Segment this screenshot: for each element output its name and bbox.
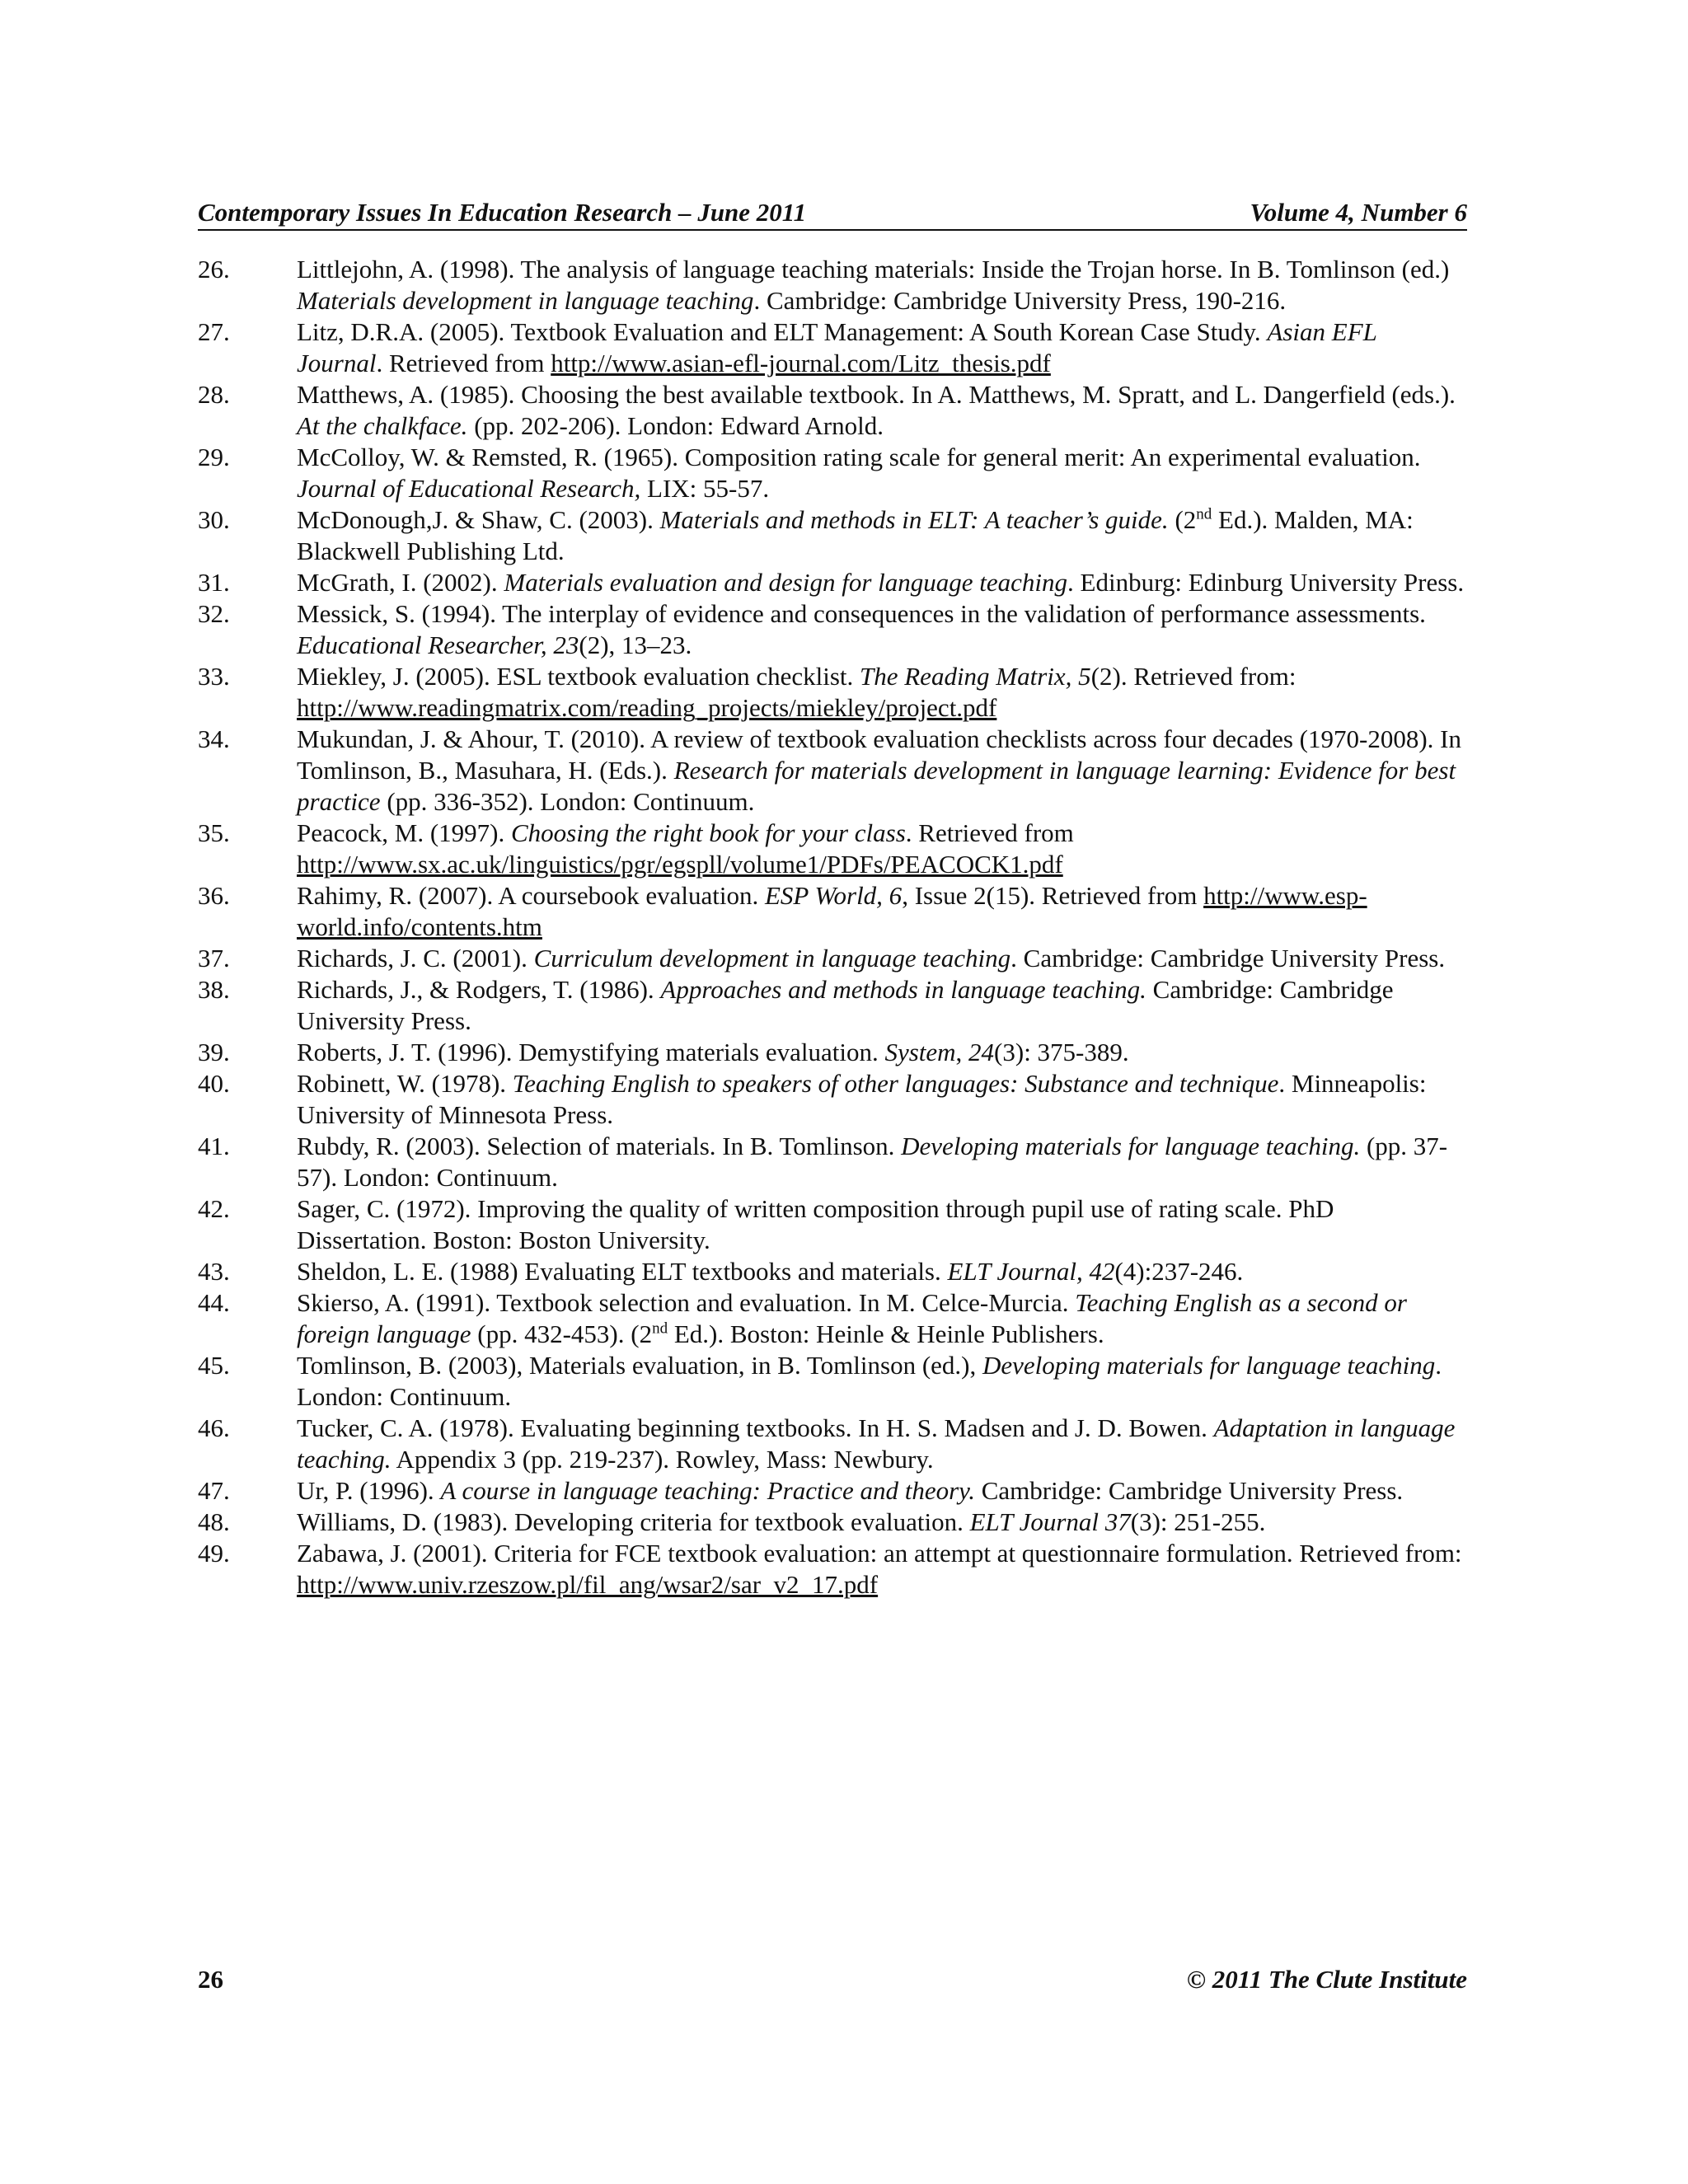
reference-item [198, 1131, 1467, 1193]
reference-item [198, 1350, 1467, 1413]
reference-number: 33. [198, 662, 230, 691]
reference-item [198, 567, 1467, 598]
italic-title: Educational Researcher, 23 [297, 630, 579, 659]
reference-segment: (3): 375-389. [994, 1038, 1129, 1066]
reference-segment: Tucker, C. A. (1978). Evaluating beginning textbooks. In H. S. Madsen and J. D. Bowen. [297, 1413, 1214, 1442]
reference-segment: Ed.). Boston: Heinle & Heinle Publishers. [668, 1319, 1104, 1348]
reference-item [198, 1413, 1467, 1475]
reference-link[interactable]: http://www.sx.ac.uk/linguistics/pgr/egspll/volume1/PDFs/PEACOCK1.pdf [297, 850, 1063, 879]
reference-segment: Richards, J. C. (2001). [297, 944, 534, 972]
reference-segment: McColloy, W. & Remsted, R. (1965). Composition rating scale for general merit: An experimental evaluation. [297, 443, 1421, 471]
reference-number: 35. [198, 818, 230, 847]
reference-segment: (2), 13–23. [579, 630, 692, 659]
reference-segment: Ur, P. (1996). [297, 1476, 441, 1505]
italic-title: At the chalkface. [297, 411, 468, 440]
reference-segment: (pp. 432-453). (2 [471, 1319, 653, 1348]
reference-segment: . Retrieved from [376, 349, 551, 377]
reference-number: 44. [198, 1288, 230, 1317]
italic-title: Journal of Educational Research, [297, 474, 641, 503]
reference-text [297, 661, 1467, 724]
reference-segment: Appendix 3 (pp. 219-237). Rowley, Mass: Newbury. [391, 1445, 934, 1474]
reference-item [198, 1538, 1467, 1601]
reference-segment: Ed.). Malden, MA: Blackwell Publishing Ltd. [297, 505, 1414, 565]
reference-link[interactable]: http://www.readingmatrix.com/reading_projects/miekley/project.pdf [297, 693, 997, 722]
reference-segment: (2). Retrieved from: [1090, 662, 1296, 691]
italic-title: 24 [968, 1038, 995, 1066]
volume-number: Volume 4, Number 6 [1250, 198, 1467, 227]
reference-item [198, 943, 1467, 974]
reference-number: 37. [198, 944, 230, 972]
running-header [198, 196, 1467, 231]
reference-segment: , Issue 2(15). Retrieved from [902, 881, 1204, 910]
reference-item [198, 1037, 1467, 1068]
italic-title: Teaching English as a second or foreign language [297, 1288, 1407, 1348]
reference-segment: Williams, D. (1983). Developing criteria for textbook evaluation. [297, 1507, 970, 1536]
reference-item [198, 504, 1467, 567]
reference-segment: LIX: 55-57. [640, 474, 770, 503]
reference-segment: Roberts, J. T. (1996). Demystifying materials evaluation. [297, 1038, 885, 1066]
reference-number: 49. [198, 1539, 230, 1568]
reference-segment: Miekley, J. (2005). ESL textbook evaluation checklist. [297, 662, 860, 691]
reference-item [198, 1068, 1467, 1131]
reference-text [297, 1475, 1467, 1507]
reference-segment: (2 [1168, 505, 1197, 534]
italic-title: System [884, 1038, 956, 1066]
reference-segment: , [955, 1038, 969, 1066]
reference-list [198, 254, 1467, 1601]
reference-number: 27. [198, 317, 230, 346]
italic-title: Materials evaluation and design for language teaching [504, 568, 1068, 597]
reference-link[interactable]: http://www.esp-world.info/contents.htm [297, 881, 1367, 941]
reference-text [297, 1538, 1467, 1601]
reference-segment: (pp. 37-57). London: Continuum. [297, 1132, 1448, 1192]
reference-text [297, 1413, 1467, 1475]
reference-text [297, 379, 1467, 442]
reference-text [297, 943, 1467, 974]
reference-item [198, 974, 1467, 1037]
italic-title: Developing materials for language teaching. [901, 1132, 1361, 1160]
reference-item [198, 1507, 1467, 1538]
reference-segment: (3): 251-255. [1130, 1507, 1266, 1536]
italic-title: Choosing the right book for your class [511, 818, 906, 847]
italic-title: A course in language teaching: Practice and theory. [440, 1476, 975, 1505]
reference-segment: Skierso, A. (1991). Textbook selection and evaluation. In M. Celce-Murcia. [297, 1288, 1076, 1317]
italic-title: Materials and methods in ELT: A teacher’s guide. [659, 505, 1169, 534]
reference-segment: Tomlinson, B. (2003), Materials evaluation, in B. Tomlinson (ed.), [297, 1351, 982, 1380]
reference-segment: (pp. 336-352). London: Continuum. [380, 787, 755, 816]
reference-number: 32. [198, 599, 230, 628]
reference-text [297, 724, 1467, 818]
page-footer [198, 1963, 1467, 1996]
reference-segment: Rahimy, R. (2007). A coursebook evaluation. [297, 881, 765, 910]
reference-segment: Mukundan, J. & Ahour, T. (2010). A review of textbook evaluation checklists across four decades (1970-2008). In Tomlinson, B., Masuhara, H. (Eds.). [297, 724, 1461, 785]
italic-title: Adaptation in language teaching. [297, 1413, 1456, 1474]
reference-item [198, 818, 1467, 880]
italic-title: ELT Journal 37 [969, 1507, 1131, 1536]
reference-segment: Cambridge: Cambridge University Press. [975, 1476, 1404, 1505]
reference-item [198, 254, 1467, 316]
reference-segment: Littlejohn, A. (1998). The analysis of language teaching materials: Inside the Trojan horse. In B. Tomlinson (ed.) [297, 255, 1450, 284]
reference-number: 43. [198, 1257, 230, 1286]
reference-link[interactable]: http://www.asian-efl-journal.com/Litz_thesis.pdf [551, 349, 1051, 377]
superscript: nd [1196, 505, 1212, 523]
reference-text [297, 1193, 1467, 1256]
reference-number: 42. [198, 1194, 230, 1223]
page-number: 26 [198, 1965, 223, 1994]
reference-text [297, 1256, 1467, 1287]
reference-number: 41. [198, 1132, 230, 1160]
reference-segment: (4):237-246. [1114, 1257, 1244, 1286]
italic-title: Approaches and methods in language teaching. [660, 975, 1146, 1004]
reference-number: 38. [198, 975, 230, 1004]
italic-title: Asian EFL Journal [297, 317, 1377, 377]
reference-number: 29. [198, 443, 230, 471]
reference-text [297, 1131, 1467, 1193]
reference-text [297, 1037, 1467, 1068]
italic-title: The Reading Matrix, 5 [860, 662, 1091, 691]
reference-text [297, 974, 1467, 1037]
reference-text [297, 1350, 1467, 1413]
reference-segment: . Minneapolis: University of Minnesota Press. [297, 1069, 1427, 1129]
reference-link[interactable]: http://www.univ.rzeszow.pl/fil_ang/wsar2/sar_v2_17.pdf [297, 1570, 879, 1599]
reference-item [198, 598, 1467, 661]
italic-title: Curriculum development in language teaching [533, 944, 1011, 972]
reference-text [297, 1287, 1467, 1350]
reference-segment: Rubdy, R. (2003). Selection of materials. In B. Tomlinson. [297, 1132, 902, 1160]
reference-segment: Sager, C. (1972). Improving the quality of written composition through pupil use of rating scale. PhD Dissertation. Boston: Boston University. [297, 1194, 1334, 1254]
reference-text [297, 1068, 1467, 1131]
reference-item [198, 1193, 1467, 1256]
reference-item [198, 724, 1467, 818]
reference-segment: . Cambridge: Cambridge University Press, 190-216. [753, 286, 1287, 315]
reference-segment: Litz, D.R.A. (2005). Textbook Evaluation and ELT Management: A South Korean Case Study. [297, 317, 1268, 346]
reference-segment: Peacock, M. (1997). [297, 818, 511, 847]
superscript: nd [652, 1319, 668, 1338]
reference-item [198, 442, 1467, 504]
reference-number: 39. [198, 1038, 230, 1066]
reference-text [297, 442, 1467, 504]
reference-text [297, 254, 1467, 316]
reference-item [198, 1256, 1467, 1287]
copyright-notice: © 2011 The Clute Institute [1186, 1965, 1467, 1994]
italic-title: Research for materials development in language learning: Evidence for best practice [297, 756, 1456, 816]
reference-number: 45. [198, 1351, 230, 1380]
reference-segment: . London: Continuum. [297, 1351, 1442, 1411]
reference-item [198, 1287, 1467, 1350]
reference-number: 46. [198, 1413, 230, 1442]
italic-title: ELT Journal, 42 [947, 1257, 1115, 1286]
reference-text [297, 1507, 1467, 1538]
italic-title: Materials development in language teaching [297, 286, 754, 315]
reference-text [297, 598, 1467, 661]
reference-segment: Robinett, W. (1978). [297, 1069, 513, 1098]
reference-text [297, 880, 1467, 943]
italic-title: Teaching English to speakers of other languages: Substance and technique [512, 1069, 1279, 1098]
reference-segment: Cambridge: Cambridge University Press. [297, 975, 1394, 1035]
reference-item [198, 661, 1467, 724]
reference-segment: . Cambridge: Cambridge University Press. [1010, 944, 1446, 972]
reference-segment: McGrath, I. (2002). [297, 568, 504, 597]
reference-segment: . Retrieved from [905, 818, 1074, 847]
reference-segment: Sheldon, L. E. (1988) Evaluating ELT textbooks and materials. [297, 1257, 948, 1286]
reference-segment: . Edinburg: Edinburg University Press. [1067, 568, 1465, 597]
reference-number: 48. [198, 1507, 230, 1536]
reference-number: 47. [198, 1476, 230, 1505]
reference-number: 34. [198, 724, 230, 753]
reference-segment: (pp. 202-206). London: Edward Arnold. [467, 411, 884, 440]
reference-number: 30. [198, 505, 230, 534]
reference-segment: Richards, J., & Rodgers, T. (1986). [297, 975, 661, 1004]
reference-segment: Matthews, A. (1985). Choosing the best available textbook. In A. Matthews, M. Spratt, and L. Dangerfield (eds.). [297, 380, 1456, 409]
journal-title: Contemporary Issues In Education Research – June 2011 [198, 198, 807, 227]
italic-title: ESP World, 6 [764, 881, 903, 910]
reference-text [297, 504, 1467, 567]
reference-item [198, 379, 1467, 442]
reference-number: 36. [198, 881, 230, 910]
reference-segment: McDonough,J. & Shaw, C. (2003). [297, 505, 660, 534]
reference-segment: Messick, S. (1994). The interplay of evidence and consequences in the validation of performance assessments. [297, 599, 1426, 628]
reference-text [297, 567, 1467, 598]
reference-number: 40. [198, 1069, 230, 1098]
reference-number: 28. [198, 380, 230, 409]
reference-text [297, 818, 1467, 880]
reference-item [198, 316, 1467, 379]
reference-number: 26. [198, 255, 230, 284]
reference-segment: Zabawa, J. (2001). Criteria for FCE textbook evaluation: an attempt at questionnaire formulation. Retrieved from: [297, 1539, 1462, 1568]
reference-item [198, 1475, 1467, 1507]
reference-number: 31. [198, 568, 230, 597]
italic-title: Developing materials for language teaching [982, 1351, 1436, 1380]
reference-item [198, 880, 1467, 943]
reference-text [297, 316, 1467, 379]
